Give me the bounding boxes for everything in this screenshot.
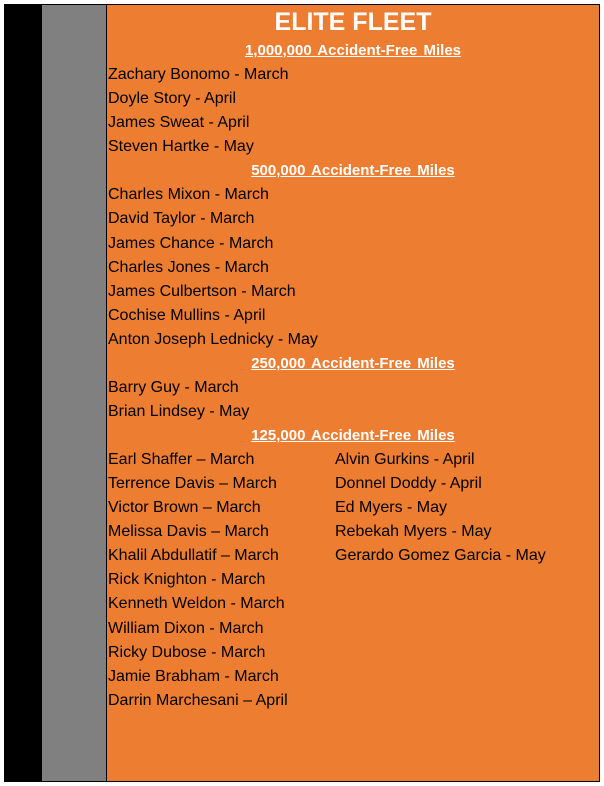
list-item: Rick Knighton - March: [108, 571, 266, 588]
list-item: Charles Mixon - March: [108, 186, 269, 203]
list-item: Darrin Marchesani – April: [108, 692, 288, 709]
list-item: Ricky Dubose - March: [108, 644, 266, 661]
gray-sidebar: [42, 5, 106, 781]
list-item: Charles Jones - March: [108, 259, 269, 276]
list-item: Gerardo Gomez Garcia - May: [335, 547, 546, 564]
list-item: Ed Myers - May: [335, 499, 448, 516]
list-item: Alvin Gurkins - April: [335, 451, 475, 468]
elite-fleet-panel: [106, 5, 599, 781]
list-item: Steven Hartke - May: [108, 138, 254, 155]
list-item: James Culbertson - March: [108, 283, 296, 300]
list-item: Anton Joseph Lednicky - May: [108, 331, 318, 348]
list-item: Kenneth Weldon - March: [108, 595, 285, 612]
list-item: Victor Brown – March: [108, 499, 261, 516]
list-item: Donnel Doddy - April: [335, 475, 482, 492]
list-item: James Chance - March: [108, 235, 274, 252]
list-item: Doyle Story - April: [108, 90, 237, 107]
list-item: Zachary Bonomo - March: [108, 66, 289, 83]
section-heading-125000: 125,000 Accident-Free Miles: [251, 427, 455, 444]
list-item: James Sweat - April: [108, 114, 250, 131]
black-sidebar: [5, 5, 42, 781]
list-item: Jamie Brabham - March: [108, 668, 279, 685]
list-item: Brian Lindsey - May: [108, 403, 250, 420]
list-item: Melissa Davis – March: [108, 523, 269, 540]
list-item: Barry Guy - March: [108, 379, 239, 396]
list-item: David Taylor - March: [108, 210, 255, 227]
page-title: ELITE FLEET: [274, 8, 432, 36]
list-item: Earl Shaffer – March: [108, 451, 255, 468]
list-item: Terrence Davis – March: [108, 475, 277, 492]
list-item: Cochise Mullins - April: [108, 307, 266, 324]
list-item: Rebekah Myers - May: [335, 523, 492, 540]
section-heading-500000: 500,000 Accident-Free Miles: [251, 162, 455, 179]
section-heading-1000000: 1,000,000 Accident-Free Miles: [244, 42, 462, 59]
section-heading-250000: 250,000 Accident-Free Miles: [251, 355, 455, 372]
list-item: Khalil Abdullatif – March: [108, 547, 279, 564]
list-item: William Dixon - March: [108, 620, 264, 637]
